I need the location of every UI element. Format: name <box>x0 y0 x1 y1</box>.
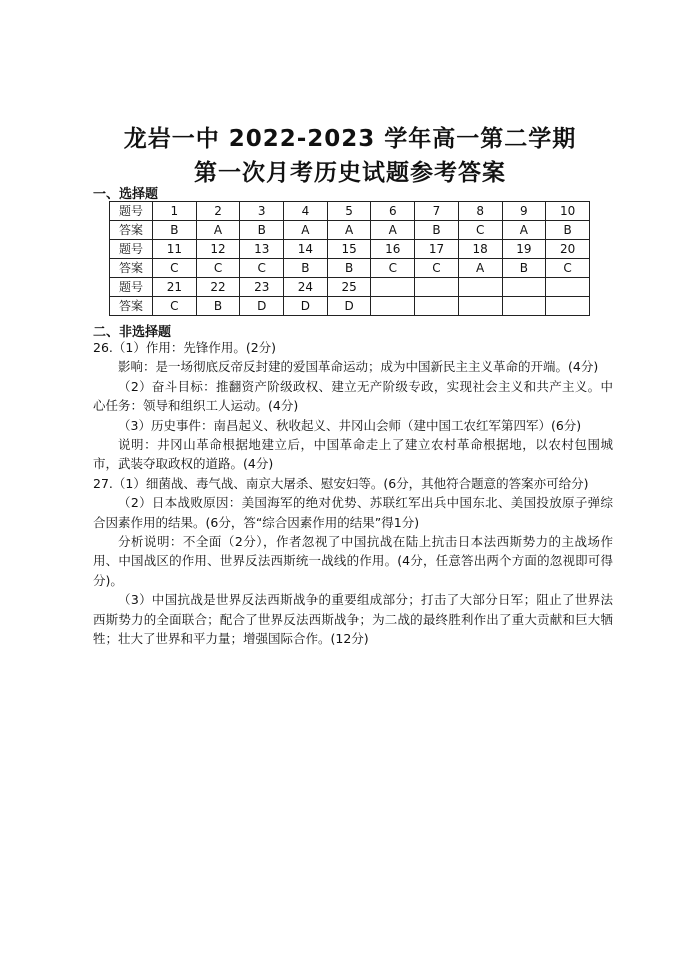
answer-table-row <box>110 221 590 240</box>
answer-table-cell <box>546 278 590 297</box>
answer-table-cell: D <box>240 297 284 316</box>
answer-table-cell: 11 <box>153 240 197 259</box>
answer-table-cell <box>415 297 459 316</box>
answer-table-cell: C <box>415 259 459 278</box>
answer-table-row-label: 答案 <box>110 259 153 278</box>
answer-table-cell: B <box>196 297 240 316</box>
answer-table-cell: C <box>196 259 240 278</box>
answer-table-cell: 22 <box>196 278 240 297</box>
doc-title-line1: 龙岩一中 2022-2023 学年高一第二学期 <box>123 126 577 152</box>
answer-table-cell: 3 <box>240 202 284 221</box>
answer-paragraph: （2）奋斗目标：推翻资产阶级政权、建立无产阶级专政，实现社会主义和共产主义。中心任务：领导和组织工人运动。(4分) <box>93 378 613 414</box>
answer-paragraph: 影响：是一场彻底反帝反封建的爱国革命运动；成为中国新民主主义革命的开端。(4分) <box>118 359 599 375</box>
answer-table-cell: 5 <box>327 202 371 221</box>
answer-table-cell: 4 <box>284 202 328 221</box>
answer-table-cell: 12 <box>196 240 240 259</box>
answer-table-row-label: 答案 <box>110 297 153 316</box>
answer-table-cell: 16 <box>371 240 415 259</box>
answer-table-cell: D <box>284 297 328 316</box>
answer-table-cell: A <box>502 221 546 240</box>
answer-body-text <box>93 338 613 649</box>
answer-table-cell: B <box>327 259 371 278</box>
answer-table-cell: 21 <box>153 278 197 297</box>
answer-table-row <box>110 202 590 221</box>
answer-table-cell: 6 <box>371 202 415 221</box>
answer-table-cell: A <box>284 221 328 240</box>
answer-table-cell: B <box>284 259 328 278</box>
section-non-choice-heading: 二、非选择题 <box>93 325 172 340</box>
answer-table-cell: 17 <box>415 240 459 259</box>
answer-paragraph: （3）中国抗战是世界反法西斯战争的重要组成部分；打击了大部分日军；阻止了世界法西斯势力的全面联合；配合了世界反法西斯战争；为二战的最终胜利作出了重大贡献和巨大牺牲；壮大了世界和平力量；增强国际合作。(12分) <box>93 592 613 647</box>
answer-table-cell: A <box>458 259 502 278</box>
answer-table-cell: A <box>196 221 240 240</box>
answer-table-cell: 1 <box>153 202 197 221</box>
answer-table-cell: 19 <box>502 240 546 259</box>
answer-table-row-label: 答案 <box>110 221 153 240</box>
answer-table-cell: 25 <box>327 278 371 297</box>
answer-table-cell <box>415 278 459 297</box>
answer-table-cell: 13 <box>240 240 284 259</box>
answer-table-cell: B <box>546 221 590 240</box>
answer-paragraph: （2）日本战败原因：美国海军的绝对优势、苏联红军出兵中国东北、美国投放原子弹综合因素作用的结果。(6分，答“综合因素作用的结果”得1分) <box>93 495 613 530</box>
answer-table-cell <box>502 297 546 316</box>
answer-table-cell: 7 <box>415 202 459 221</box>
answer-table-cell: 15 <box>327 240 371 259</box>
answer-paragraph: 27.（1）细菌战、毒气战、南京大屠杀、慰安妇等。(6分，其他符合题意的答案亦可给分) <box>93 475 589 491</box>
answer-table-row-label: 题号 <box>110 240 153 259</box>
answer-table-cell <box>371 278 415 297</box>
answer-table-cell: C <box>371 259 415 278</box>
answer-table-cell: 14 <box>284 240 328 259</box>
answer-table-cell <box>546 297 590 316</box>
section-multiple-choice-heading: 一、选择题 <box>93 187 159 202</box>
answer-table-row <box>110 278 590 297</box>
answer-table-cell: B <box>415 221 459 240</box>
answer-table-cell <box>458 297 502 316</box>
answer-table-cell: 9 <box>502 202 546 221</box>
answer-table-row <box>110 259 590 278</box>
answer-table-cell: A <box>371 221 415 240</box>
answer-paragraph: 说明：井冈山革命根据地建立后，中国革命走上了建立农村革命根据地，以农村包围城市，武装夺取政权的道路。(4分) <box>93 437 613 472</box>
answer-table-cell: 20 <box>546 240 590 259</box>
answer-table-cell: 10 <box>546 202 590 221</box>
answer-paragraph: （3）历史事件：南昌起义、秋收起义、井冈山会师（建中国工农红军第四军）(6分) <box>118 417 582 433</box>
answer-paragraph: 26.（1）作用：先锋作用。(2分) <box>93 340 277 355</box>
answer-table-cell: 8 <box>458 202 502 221</box>
answer-table-cell: A <box>327 221 371 240</box>
answer-table-cell: 23 <box>240 278 284 297</box>
answer-table-row <box>110 240 590 259</box>
answer-table-cell: D <box>327 297 371 316</box>
answer-table-cell: C <box>153 297 197 316</box>
answer-table-cell: 24 <box>284 278 328 297</box>
answer-table-cell: B <box>502 259 546 278</box>
answer-table-cell <box>502 278 546 297</box>
answer-table-cell <box>371 297 415 316</box>
answer-table-cell <box>458 278 502 297</box>
answer-table-cell: 2 <box>196 202 240 221</box>
answer-table-cell: 18 <box>458 240 502 259</box>
answer-table-cell: B <box>240 221 284 240</box>
answer-table-cell: C <box>153 259 197 278</box>
answer-table-cell: C <box>546 259 590 278</box>
answer-table-row <box>110 297 590 316</box>
doc-title-line2: 第一次月考历史试题参考答案 <box>194 160 506 186</box>
answer-table-row-label: 题号 <box>110 202 153 221</box>
answer-table-cell: C <box>240 259 284 278</box>
answer-paragraph: 分析说明：不全面（2分），作者忽视了中国抗战在陆上抗击日本法西斯势力的主战场作用、中国战区的作用、世界反法西斯统一战线的作用。(4分，任意答出两个方面的忽视即可得分)。 <box>93 534 613 588</box>
answer-table <box>109 201 590 316</box>
answer-table-cell: C <box>458 221 502 240</box>
answer-table-cell: B <box>153 221 197 240</box>
answer-table-row-label: 题号 <box>110 278 153 297</box>
